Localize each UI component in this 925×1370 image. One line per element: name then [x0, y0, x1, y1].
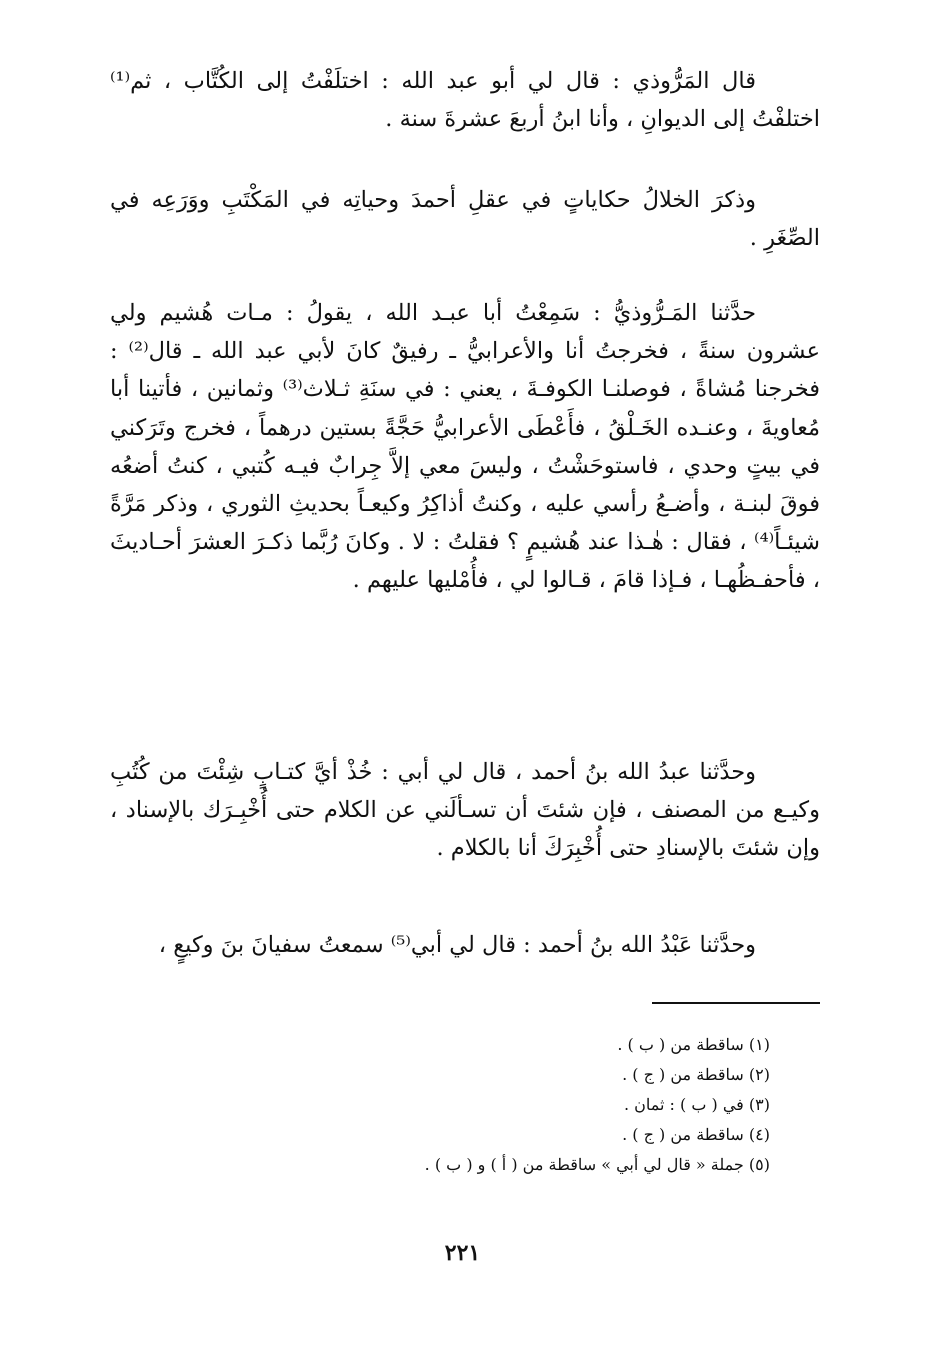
footnotes-list — [170, 1030, 770, 1180]
footnote-4: (٤) ساقطة من ( ج ) . — [622, 1125, 770, 1144]
footnote-1: (١) ساقطة من ( ب ) . — [617, 1035, 770, 1054]
footnote-2: (٢) ساقطة من ( ج ) . — [622, 1065, 770, 1084]
paragraph-4: وحدَّثنا عبدُ الله بنُ أحمد ، قال لي أبي : خُذْ أيَّ كتـابٍ شِئْتَ من كُتُبِ وكيـع من المصنف ، فإن شئتَ أن تسـألَني عن الكلام حتى أُخْبِـرَك بالإسناد ، وإن شئتَ بالإسنادِ حتى أُخْبِرَكَ أنا بالكلام . — [110, 759, 820, 862]
paragraph-5: وحدَّثنا عَبْدُ الله بنُ أحمد : قال لي أبي⁽⁵⁾ سمعتُ سفيانَ بنَ وكيعٍ ، — [158, 932, 756, 958]
footnote-3: (٣) في ( ب ) : ثمان . — [623, 1095, 770, 1114]
paragraph-1: قال المَرُّوذي : قال لي أبو عبد الله : اختلَفْتُ إلى الكُتَّاب ، ثم⁽¹⁾ اختلفْتُ إلى الديوانِ ، وأنا ابنُ أربعَ عشرةَ سنة . — [110, 68, 820, 133]
paragraph-3: حدَّثنا المَـرُّوذيُّ : سَمِعْتُ أبا عبـد الله ، يقولُ : مـات هُشيم ولي عشرون سنةً ، فخرجتُ أنا والأعرابيُّ ـ رفيقٌ كانَ لأبي عبد الله ـ قال⁽²⁾ : فخرجنا مُشاةً ، فوصلنـا الكوفـةَ ، يعني : في سنَةِ ثـلاث⁽³⁾ وثمانين ، فأتينا أبا مُعاويةَ ، وعنـده الخَـلْقُ ، فأَعْطَى الأعرابيُّ حَجَّةً بستين درهماً ، فخرج وتَرَكني في بيتٍ وحدي ، فاستوحَشْتُ ، وليسَ معي إلاَّ جِرابٌ فيـه كُتبي ، كنتُ أضعُه فوقَ لبنـة ، وأضـعُ رأسي عليه ، وكنتُ أذاكِرُ وكيعـاً بحديثِ الثوري ، وذكر مَرَّةً شيئـاً⁽⁴⁾ ، فقال : هٰـذا عند هُشيمٍ ؟ فقلتُ : لا . وكانَ رُبَّما ذكـرَ العشرَ أحـاديثَ ، فأحفـظُهـا ، فـإذا قامَ ، قـالوا لي ، فأُمْليها عليهم . — [110, 300, 820, 594]
paragraph-2: وذكرَ الخلالُ حكاياتٍ في عقلِ أحمدَ وحياتِه في المَكْتَبِ ووَرَعِه في الصِّغَرِ . — [110, 187, 820, 252]
footnote-5: (٥) جملة « قال لي أبي » ساقطة من ( أ ) و ( ب ) . — [424, 1155, 770, 1174]
footnote-separator — [652, 1002, 820, 1004]
page-number: ٢٢١ — [444, 1240, 481, 1266]
